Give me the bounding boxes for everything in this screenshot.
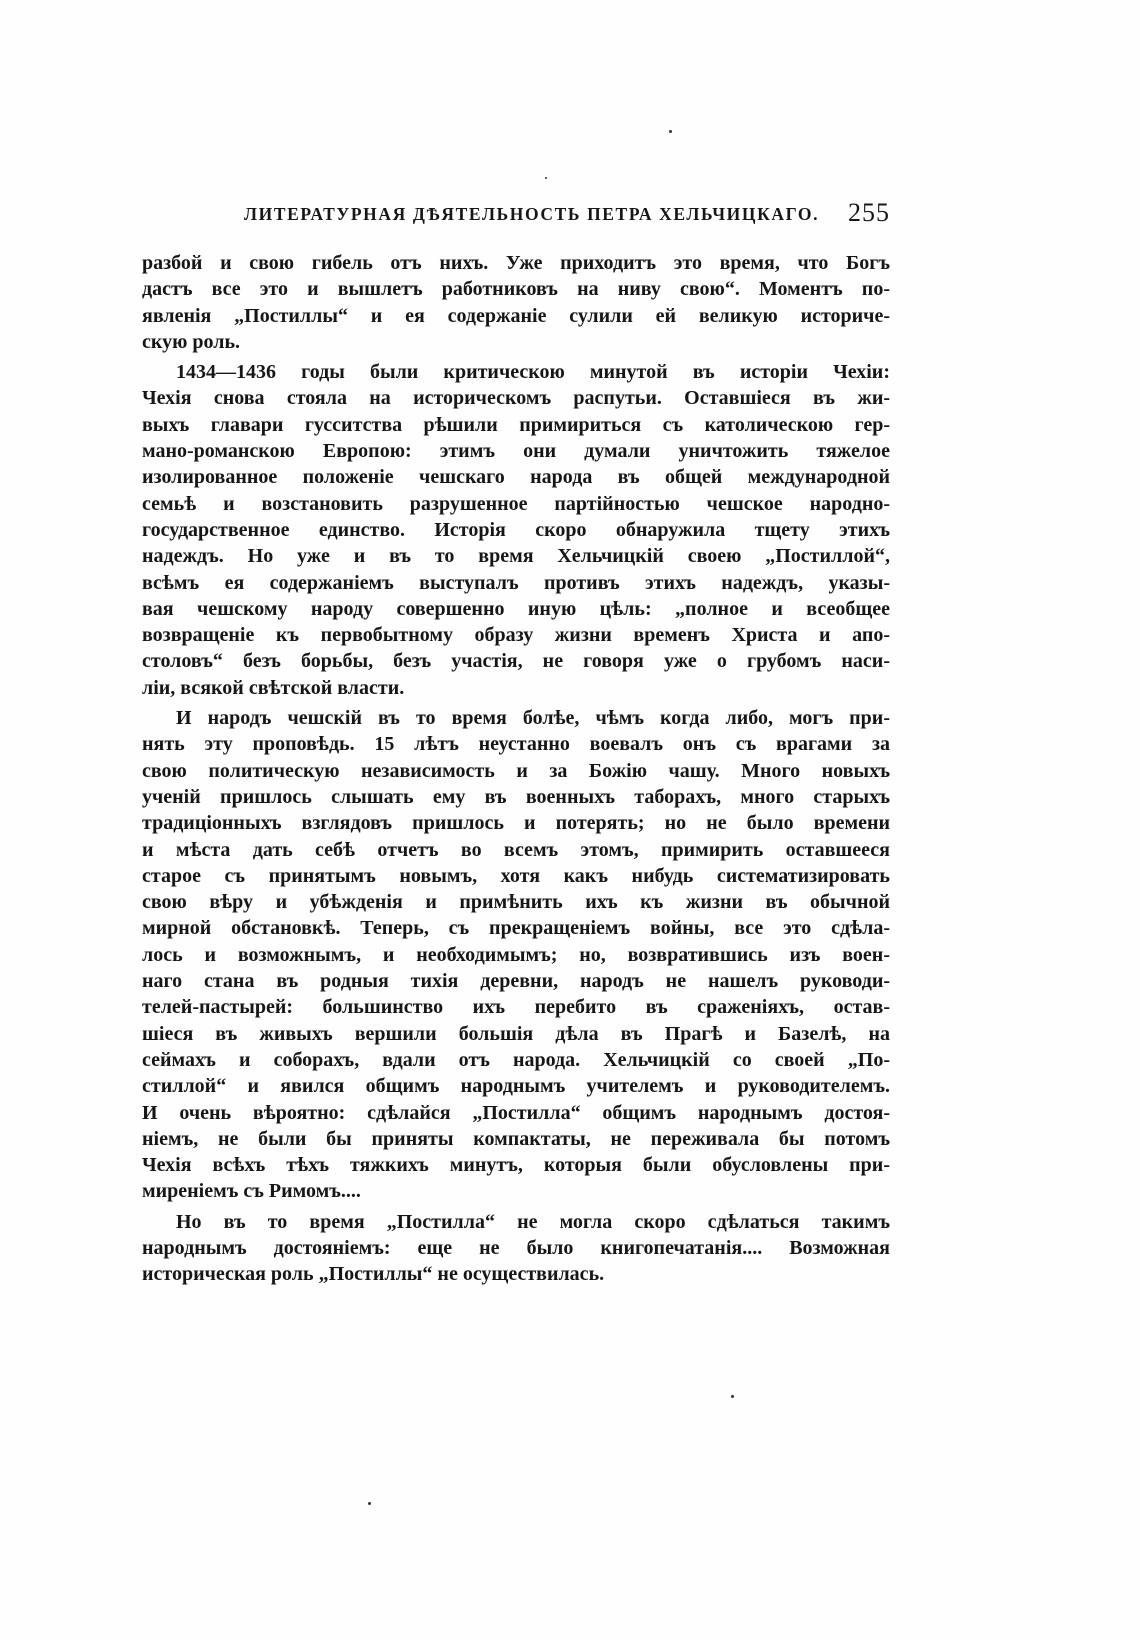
text-line: традиціонныхъ взглядовъ пришлось и потерять; но не было времени: [142, 812, 890, 835]
scan-speck: [731, 1395, 734, 1398]
text-line: разбой и свою гибель отъ нихъ. Уже приходитъ это время, что Богъ: [142, 252, 890, 274]
text-line: старое съ принятымъ новымъ, хотя какъ нибудь систематизировать: [142, 864, 890, 887]
page-header: [140, 200, 890, 234]
text-line: явленія „Постиллы“ и ея содержаніе сулили ей великую историче-: [142, 304, 890, 327]
text-line: И очень вѣроятно: сдѣлайся „Постилла“ общимъ народнымъ достоя-: [142, 1101, 890, 1124]
text-line: стиллой“ и явился общимъ народнымъ учителемъ и руководителемъ.: [142, 1075, 890, 1098]
text-line: дастъ все это и вышлетъ работниковъ на ниву свою“. Моментъ по-: [142, 278, 890, 301]
text-line: столовъ“ безъ борьбы, безъ участія, не говоря уже о грубомъ наси-: [142, 650, 890, 673]
text-line: свою вѣру и убѣжденія и примѣнить ихъ къ жизни въ обычной: [142, 891, 890, 914]
text-line: скую роль.: [142, 330, 241, 353]
text-line: лось и возможнымъ, и необходимымъ; но, возвратившись изъ воен-: [142, 943, 890, 966]
paragraph: [142, 705, 890, 1205]
text-line: ученій пришлось слышать ему въ военныхъ таборахъ, много старыхъ: [142, 785, 890, 808]
scan-speck: [545, 177, 547, 179]
running-title: ЛИТЕРАТУРНАЯ ДѢЯТЕЛЬНОСТЬ ПЕТРА ХЕЛЬЧИЦКАГО.: [244, 204, 820, 224]
text-line: нять эту проповѣдь. 15 лѣтъ неустанно воевалъ онъ съ врагами за: [142, 733, 890, 756]
text-line: Чехія всѣхъ тѣхъ тяжкихъ минутъ, которыя были обусловлены при-: [142, 1154, 890, 1177]
text-line: наго стана въ родныя тихія деревни, народъ не нашелъ руководи-: [142, 970, 890, 993]
text-line: вая чешскому народу совершенно иную цѣль: „полное и всеобщее: [142, 597, 890, 620]
text-line: Но въ то время „Постилла“ не могла скоро сдѣлаться такимъ: [176, 1210, 890, 1233]
body-text: [142, 250, 890, 1288]
text-line: телей-пастырей: большинство ихъ перебито въ сраженіяхъ, остав-: [142, 996, 890, 1019]
paragraph: [142, 359, 890, 701]
scan-speck: [669, 130, 672, 133]
text-line: мирной обстановкѣ. Теперь, съ прекращеніемъ войны, все это сдѣла-: [142, 917, 890, 940]
text-line: семьѣ и возстановить разрушенное партійностью чешское народно-: [142, 492, 890, 515]
text-line: историческая роль „Постиллы“ не осуществилась.: [142, 1263, 605, 1286]
text-line: надеждъ. Но уже и въ то время Хельчицкій своею „Постиллой“,: [142, 545, 890, 568]
text-line: свою политическую независимость и за Божію чашу. Много новыхъ: [142, 759, 890, 782]
page-number: 255: [848, 198, 890, 227]
paragraph: [142, 250, 890, 355]
text-line: государственное единство. Исторія скоро обнаружила тщету этихъ: [142, 518, 890, 541]
text-line: всѣмъ ея содержаніемъ выступалъ противъ этихъ надеждъ, указы-: [142, 571, 890, 594]
text-line: И народъ чешскій въ то время болѣе, чѣмъ когда либо, могъ при-: [176, 707, 890, 730]
text-line: шіеся въ живыхъ вершили большія дѣла въ Прагѣ и Базелѣ, на: [142, 1022, 890, 1045]
text-line: изолированное положеніе чешскаго народа въ общей международной: [142, 466, 890, 489]
text-line: народнымъ достояніемъ: еще не было книгопечатанія.... Возможная: [142, 1236, 890, 1259]
text-line: мано-романскою Европою: этимъ они думали уничтожить тяжелое: [142, 440, 890, 463]
text-line: ліи, всякой свѣтской власти.: [142, 676, 405, 699]
text-line: миреніемъ съ Римомъ....: [142, 1180, 361, 1203]
text-line: возвращеніе къ первобытному образу жизни временъ Христа и апо-: [142, 624, 890, 647]
paragraph: [142, 1209, 890, 1288]
text-line: и мѣста дать себѣ отчетъ во всемъ этомъ, примирить оставшееся: [142, 838, 890, 861]
scan-speck: [368, 1502, 371, 1505]
text-line: Чехія снова стояла на историческомъ распутьи. Оставшіеся въ жи-: [142, 387, 890, 410]
text-line: ніемъ, не были бы приняты компактаты, не переживала бы потомъ: [142, 1127, 890, 1150]
text-line: выхъ главари гусситства рѣшили примириться съ католическою гер-: [142, 413, 890, 436]
text-line: 1434—1436 годы были критическою минутой въ исторіи Чехіи:: [176, 361, 890, 384]
text-line: сеймахъ и соборахъ, вдали отъ народа. Хельчицкій со своей „По-: [142, 1048, 890, 1071]
